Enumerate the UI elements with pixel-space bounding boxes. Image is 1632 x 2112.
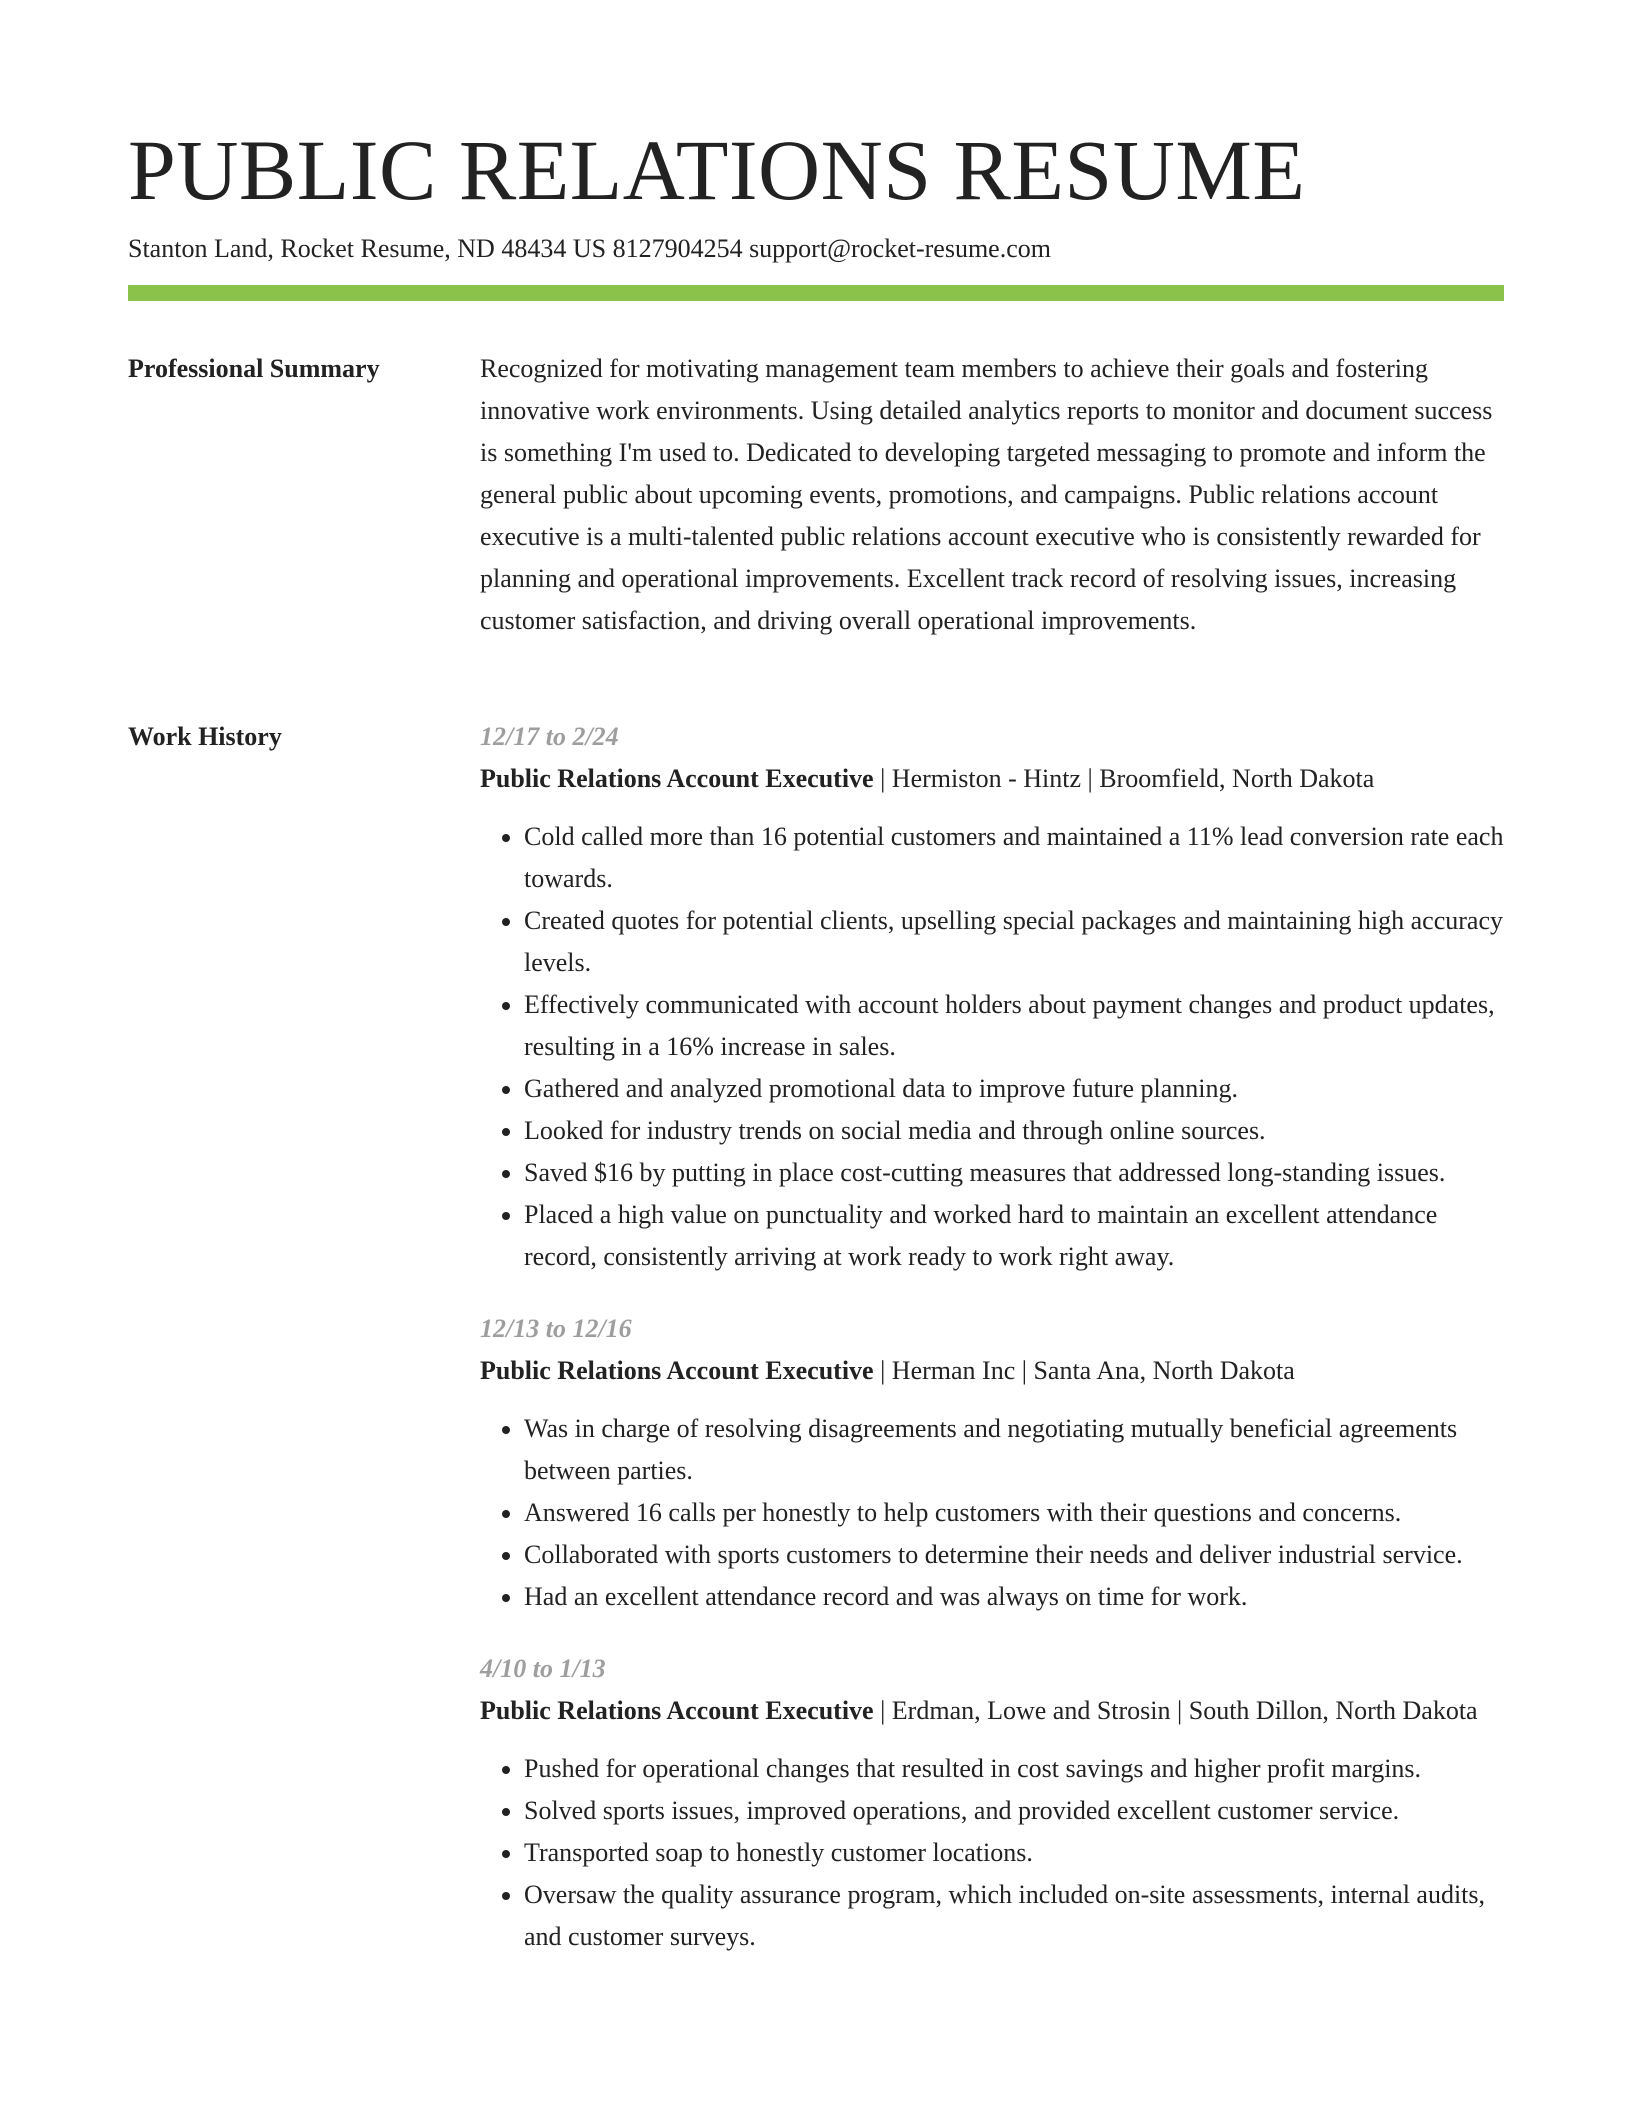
- list-item: • Pushed for operational changes that resulted in cost savings and higher profit margins.: [524, 1748, 1504, 1790]
- job-dates: 12/13 to 12/16: [480, 1314, 632, 1343]
- list-item: • Was in charge of resolving disagreements and negotiating mutually beneficial agreements between parties.: [524, 1408, 1504, 1492]
- list-item: • Solved sports issues, improved operations, and provided excellent customer service.: [524, 1790, 1504, 1832]
- summary-text: Recognized for motivating management team members to achieve their goals and fostering innovative work environments. Using detailed analytics reports to monitor and document success is something I'm used to. Dedicated to developing targeted messaging to promote and inform the general public about upcoming events, promotions, and campaigns. Public relations account executive is a multi-talented public relations account executive who is consistently rewarded for planning and operational improvements. Excellent track record of resolving issues, increasing customer satisfaction, and driving overall operational improvements.: [480, 354, 1493, 635]
- job-bullets: [480, 1408, 1504, 1618]
- list-item: • Gathered and analyzed promotional data to improve future planning.: [524, 1068, 1504, 1110]
- job-bullets: [480, 1748, 1504, 1958]
- job-title: Public Relations Account Executive: [480, 1696, 874, 1725]
- job-heading: [480, 1690, 1504, 1732]
- job-entry: [480, 1648, 1504, 1958]
- resume-title: PUBLIC RELATIONS RESUME: [128, 122, 1306, 218]
- list-item: • Had an excellent attendance record and was always on time for work.: [524, 1576, 1504, 1618]
- summary-body: [480, 348, 1504, 642]
- list-item: • Placed a high value on punctuality and worked hard to maintain an excellent attendance record, consistently arriving at work ready to work right away.: [524, 1194, 1504, 1278]
- list-item: • Created quotes for potential clients, upselling special packages and maintaining high accuracy levels.: [524, 900, 1504, 984]
- job-bullets: [480, 816, 1504, 1278]
- summary-label: Professional Summary: [128, 354, 380, 383]
- list-item: • Effectively communicated with account holders about payment changes and product updates, resulting in a 16% increase in sales.: [524, 984, 1504, 1068]
- job-details: | Herman Inc | Santa Ana, North Dakota: [873, 1356, 1295, 1385]
- list-item: • Collaborated with sports customers to determine their needs and deliver industrial service.: [524, 1534, 1504, 1576]
- job-details: | Erdman, Lowe and Strosin | South Dillon, North Dakota: [873, 1696, 1478, 1725]
- job-title: Public Relations Account Executive: [480, 1356, 874, 1385]
- job-dates: 12/17 to 2/24: [480, 722, 619, 751]
- job-entry: [480, 716, 1504, 1278]
- job-details: | Hermiston - Hintz | Broomfield, North Dakota: [873, 764, 1375, 793]
- job-heading: [480, 758, 1504, 800]
- job-entry: [480, 1308, 1504, 1618]
- list-item: • Answered 16 calls per honestly to help customers with their questions and concerns.: [524, 1492, 1504, 1534]
- list-item: • Saved $16 by putting in place cost-cutting measures that addressed long-standing issues.: [524, 1152, 1504, 1194]
- work-history-label: Work History: [128, 722, 282, 751]
- job-dates: 4/10 to 1/13: [480, 1654, 606, 1683]
- list-item: • Looked for industry trends on social media and through online sources.: [524, 1110, 1504, 1152]
- list-item: • Cold called more than 16 potential customers and maintained a 11% lead conversion rate each towards.: [524, 816, 1504, 900]
- work-history-body: [480, 716, 1504, 1988]
- job-title: Public Relations Account Executive: [480, 764, 874, 793]
- list-item: • Oversaw the quality assurance program, which included on-site assessments, internal audits, and customer surveys.: [524, 1874, 1504, 1958]
- list-item: • Transported soap to honestly customer locations.: [524, 1832, 1504, 1874]
- contact-line: Stanton Land, Rocket Resume, ND 48434 US 8127904254 support@rocket-resume.com: [128, 234, 1051, 263]
- accent-divider: [128, 285, 1504, 301]
- job-heading: [480, 1350, 1504, 1392]
